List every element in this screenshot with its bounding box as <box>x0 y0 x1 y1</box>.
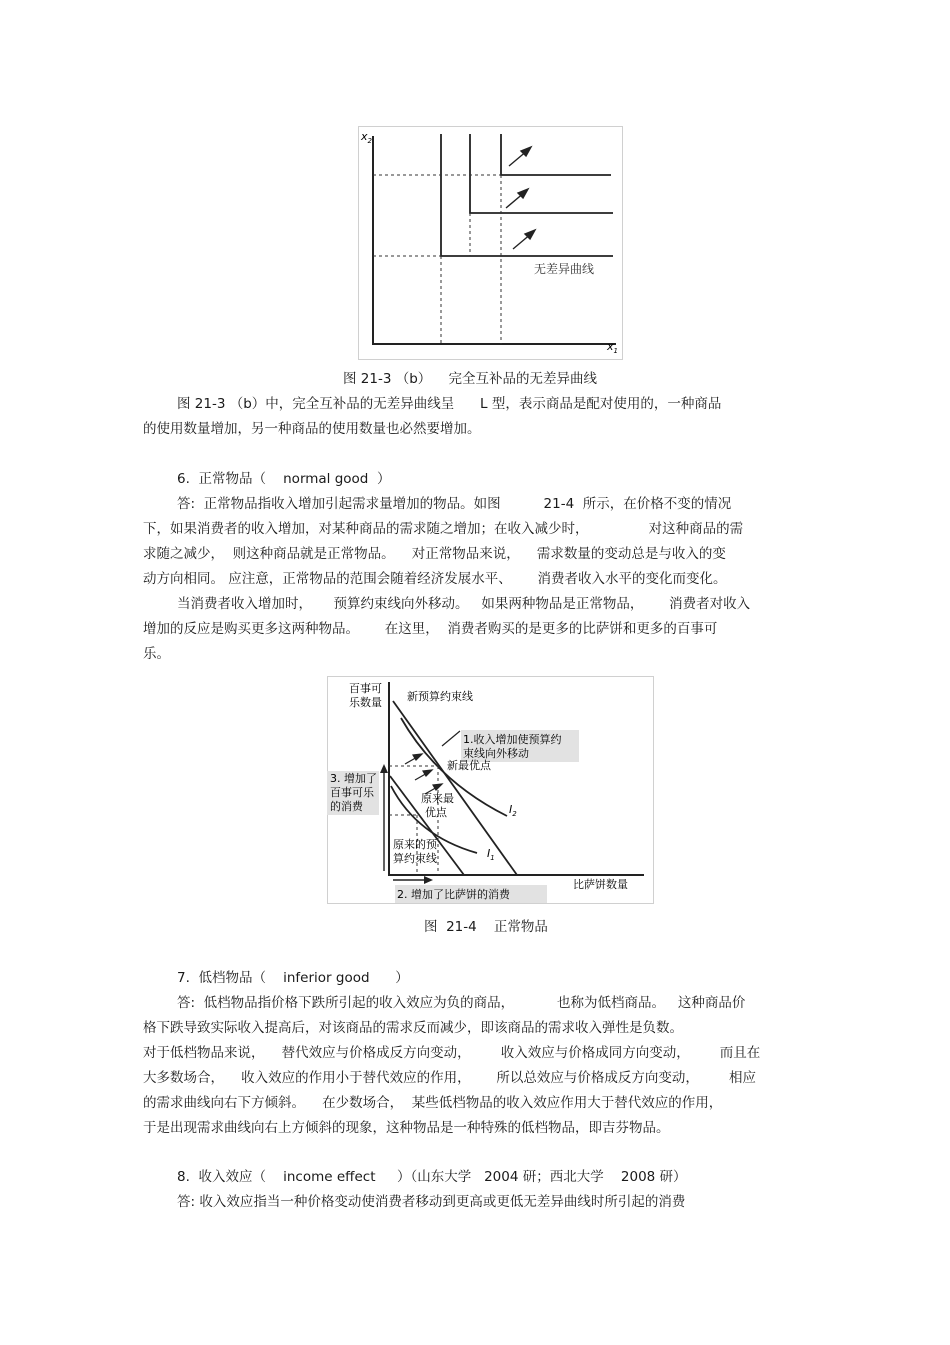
note-1-line: 1.收入增加使预算约 <box>463 733 562 746</box>
paragraph-line: 增加的反应是购买更多这两种物品。 在这里， 消费者购买的是更多的比萨饼和更多的百事可 <box>143 621 718 637</box>
x-axis-label: 比萨饼数量 <box>573 878 628 891</box>
paragraph-line: 格下跌导致实际收入提高后，对该商品的需求反而减少，即该商品的需求收入弹性是负数。 <box>143 1020 683 1036</box>
paragraph-line: 对于低档物品来说， 替代效应与价格成反方向变动， 收入效应与价格成同方向变动， 而且在 <box>143 1045 761 1061</box>
note-3-line: 3. 增加了 <box>330 772 377 785</box>
figure-normal-goods <box>327 676 654 904</box>
section-heading: 6. 正常物品（ normal good ） <box>177 471 391 487</box>
shift-arrows <box>405 754 442 794</box>
paragraph-line: 答: 正常物品指收入增加引起需求量增加的物品。如图 21-4 所示，在价格不变的情况 <box>177 496 732 512</box>
note-1-line: 束线向外移动 <box>463 747 529 760</box>
indifference-curve-2 <box>470 134 613 213</box>
curve-label-i1: $I_1$ <box>487 847 495 862</box>
paragraph-line: 于是出现需求曲线向右上方倾斜的现象，这种物品是一种特殊的低档物品，即吉芬物品。 <box>143 1120 670 1136</box>
new-budget-label: 新预算约束线 <box>407 690 473 703</box>
note-3-line: 百事可乐 <box>330 786 374 799</box>
arrows <box>506 147 535 249</box>
original-optimum-label: 优点 <box>425 806 447 819</box>
y-axis-label: 百事可 <box>349 682 382 695</box>
new-optimum-label: 新最优点 <box>447 759 491 772</box>
original-optimum-label: 原来最 <box>421 792 454 805</box>
figure-caption: 图 21-3 （b） 完全互补品的无差异曲线 <box>343 371 597 387</box>
paragraph-line: 图 21-3 （b）中，完全互补品的无差异曲线呈 L 型，表示商品是配对使用的，一种商品 <box>177 396 722 412</box>
x-axis-label: $x_1$ <box>607 340 618 355</box>
figure-perfect-complements <box>358 126 623 360</box>
paragraph-line: 的使用数量增加，另一种商品的使用数量也必然要增加。 <box>143 421 481 437</box>
figure-caption: 图 21-4 正常物品 <box>424 919 548 935</box>
paragraph-line: 当消费者收入增加时， 预算约束线向外移动。 如果两种物品是正常物品， 消费者对收入 <box>177 596 751 612</box>
figure-frame <box>359 127 623 360</box>
paragraph-line: 乐。 <box>143 646 170 662</box>
y-axis-label: 乐数量 <box>349 696 382 709</box>
note-2-line: 2. 增加了比萨饼的消费 <box>397 888 510 901</box>
paragraph-line: 大多数场合， 收入效应的作用小于替代效应的作用， 所以总效应与价格成反方向变动， 相应 <box>143 1070 756 1086</box>
y-axis-label: $x_2$ <box>361 130 372 145</box>
pointer-line <box>442 731 460 746</box>
right-arrow-icon <box>424 876 433 884</box>
section-heading: 8. 收入效应（ income effect ）（山东大学 2004 研；西北大学 2008 研） <box>177 1169 687 1185</box>
original-budget-label: 原来的预 <box>393 838 437 851</box>
original-budget-label: 算约束线 <box>393 852 437 865</box>
note-3-line: 的消费 <box>330 800 363 813</box>
indifference-curve-label: 无差异曲线 <box>534 262 595 276</box>
paragraph-line: 求随之减少， 则这种商品就是正常物品。 对正常物品来说， 需求数量的变动总是与收入的变 <box>143 546 726 562</box>
paragraph-line: 答: 低档物品指价格下跌所引起的收入效应为负的商品， 也称为低档商品。 这种商品价 <box>177 995 746 1011</box>
paragraph-line: 的需求曲线向右下方倾斜。 在少数场合， 某些低档物品的收入效应作用大于替代效应的作用， <box>143 1095 723 1111</box>
paragraph-line: 下，如果消费者的收入增加，对某种商品的需求随之增加；在收入减少时， 对这种商品的需 <box>143 521 744 537</box>
section-heading: 7. 低档物品（ inferior good ） <box>177 970 409 986</box>
paragraph-line: 动方向相同。 应注意，正常物品的范围会随着经济发展水平、 消费者收入水平的变化而变化。 <box>143 571 727 587</box>
indifference-curve-3 <box>501 134 611 175</box>
up-arrow-icon <box>380 764 388 773</box>
paragraph-line: 答: 收入效应指当一种价格变动使消费者移动到更高或更低无差异曲线时所引起的消费 <box>177 1194 686 1210</box>
curve-label-i2: $I_2$ <box>509 803 517 818</box>
